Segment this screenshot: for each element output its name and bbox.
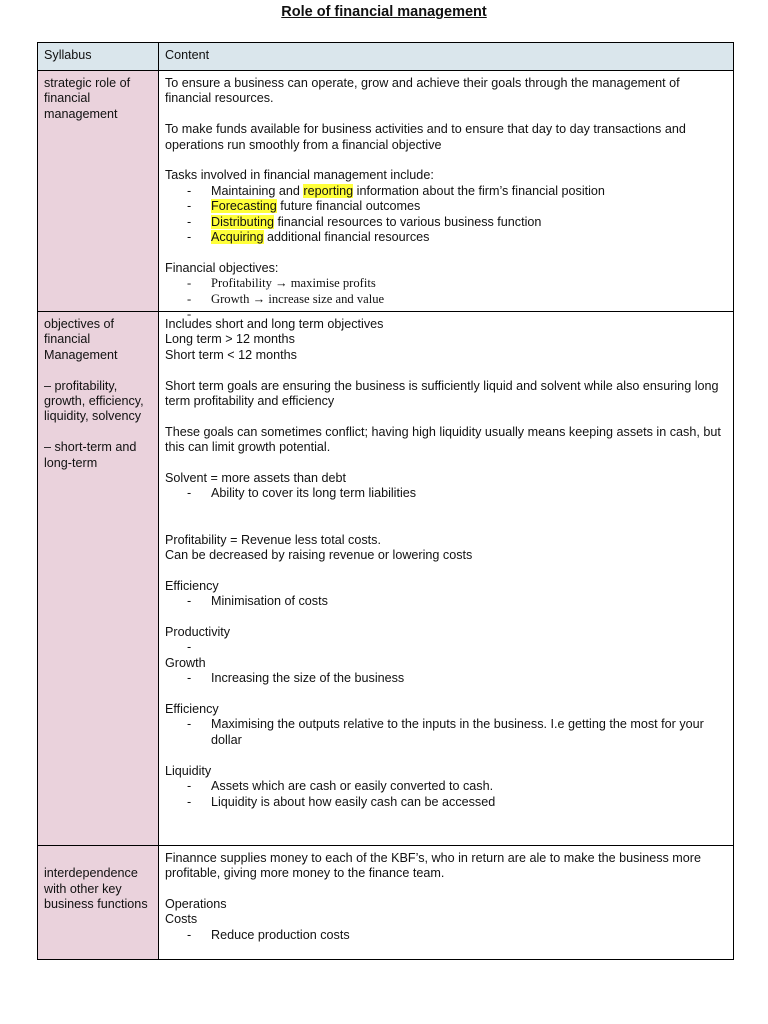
syllabus-text: objectives of financial Management	[44, 317, 118, 362]
list-item: - Liquidity is about how easily cash can be accessed	[187, 795, 728, 810]
section-heading: Efficiency	[165, 578, 219, 593]
header-content: Content	[159, 43, 734, 71]
list-item: - Minimisation of costs	[187, 594, 728, 609]
list-item: - Forecasting future financial outcomes	[187, 199, 728, 214]
list-item: - Distributing financial resources to various business function	[187, 215, 728, 230]
text-line: Short term < 12 months	[165, 347, 297, 362]
content-cell	[159, 71, 734, 312]
efficiency-list	[165, 717, 728, 748]
highlighted-word: Distributing	[211, 214, 274, 229]
solvent-list	[165, 486, 728, 501]
tasks-list	[165, 184, 728, 246]
syllabus-cell	[38, 845, 159, 959]
table-header-row	[38, 43, 734, 71]
paragraph: Short term goals are ensuring the business is sufficiently liquid and solvent while also ensuring long term profitability and efficiency	[165, 378, 719, 409]
costs-list	[165, 928, 728, 943]
objectives-list	[165, 276, 728, 307]
text-line: Includes short and long term objectives	[165, 317, 384, 332]
highlighted-word: reporting	[303, 183, 354, 198]
content-cell	[159, 312, 734, 846]
paragraph: These goals can sometimes conflict; having high liquidity usually means keeping assets in cash, but this can limit growth potential.	[165, 424, 721, 455]
text-line: Solvent = more assets than debt	[165, 471, 346, 486]
header-syllabus: Syllabus	[38, 43, 159, 71]
content-cell	[159, 845, 734, 959]
section-heading: Operations	[165, 896, 227, 911]
section-heading: Costs	[165, 912, 198, 927]
text-line: Long term > 12 months	[165, 332, 295, 347]
list-item: - Increasing the size of the business	[187, 671, 728, 686]
paragraph: Finannce supplies money to each of the KBF’s, who in return are ale to make the business more profitable, giving more money to the finance team.	[165, 850, 701, 881]
liquidity-list	[165, 779, 728, 810]
list-item: - Maximising the outputs relative to the inputs in the business. I.e getting the most for your dollar	[187, 717, 728, 748]
tasks-intro: Tasks involved in financial management include:	[165, 168, 434, 183]
paragraph: To make funds available for business activities and to ensure that day to day transactions and operations run smoothly from a financial objective	[165, 122, 686, 152]
list-item: - Acquiring additional financial resources	[187, 230, 728, 245]
list-item: - Ability to cover its long term liabilities	[187, 486, 728, 501]
list-item: - Reduce production costs	[187, 928, 728, 943]
text-line: Profitability = Revenue less total costs.	[165, 532, 381, 547]
syllabus-text: – profitability, growth, efficiency, liquidity, solvency	[44, 378, 144, 424]
syllabus-text: – short-term and long-term	[44, 440, 137, 470]
list-item: - Growth → increase size and value	[187, 292, 728, 307]
table-row	[38, 71, 734, 312]
syllabus-text: interdependence with other key business functions	[44, 866, 148, 911]
text-line: Can be decreased by raising revenue or lowering costs	[165, 548, 473, 563]
highlighted-word: Acquiring	[211, 230, 264, 245]
growth-list	[165, 671, 728, 686]
syllabus-cell	[38, 71, 159, 312]
objectives-intro: Financial objectives:	[165, 260, 279, 275]
section-heading: Growth	[165, 655, 206, 670]
section-heading: Liquidity	[165, 763, 212, 778]
page-title: Role of financial management	[281, 4, 487, 20]
efficiency-list	[165, 594, 728, 609]
table-row	[38, 845, 734, 959]
section-heading: Efficiency	[165, 702, 219, 717]
list-item: - Assets which are cash or easily converted to cash.	[187, 779, 728, 794]
syllabus-text: strategic role of financial management	[44, 76, 131, 121]
syllabus-table	[37, 42, 734, 960]
table-row	[38, 312, 734, 846]
list-item: - Profitability → maximise profits	[187, 276, 728, 291]
highlighted-word: Forecasting	[211, 199, 277, 214]
syllabus-cell	[38, 312, 159, 846]
list-item: - Maintaining and reporting information about the firm’s financial position	[187, 184, 728, 199]
section-heading: Productivity	[165, 625, 231, 640]
paragraph: To ensure a business can operate, grow and achieve their goals through the management of financial resources.	[165, 76, 680, 106]
